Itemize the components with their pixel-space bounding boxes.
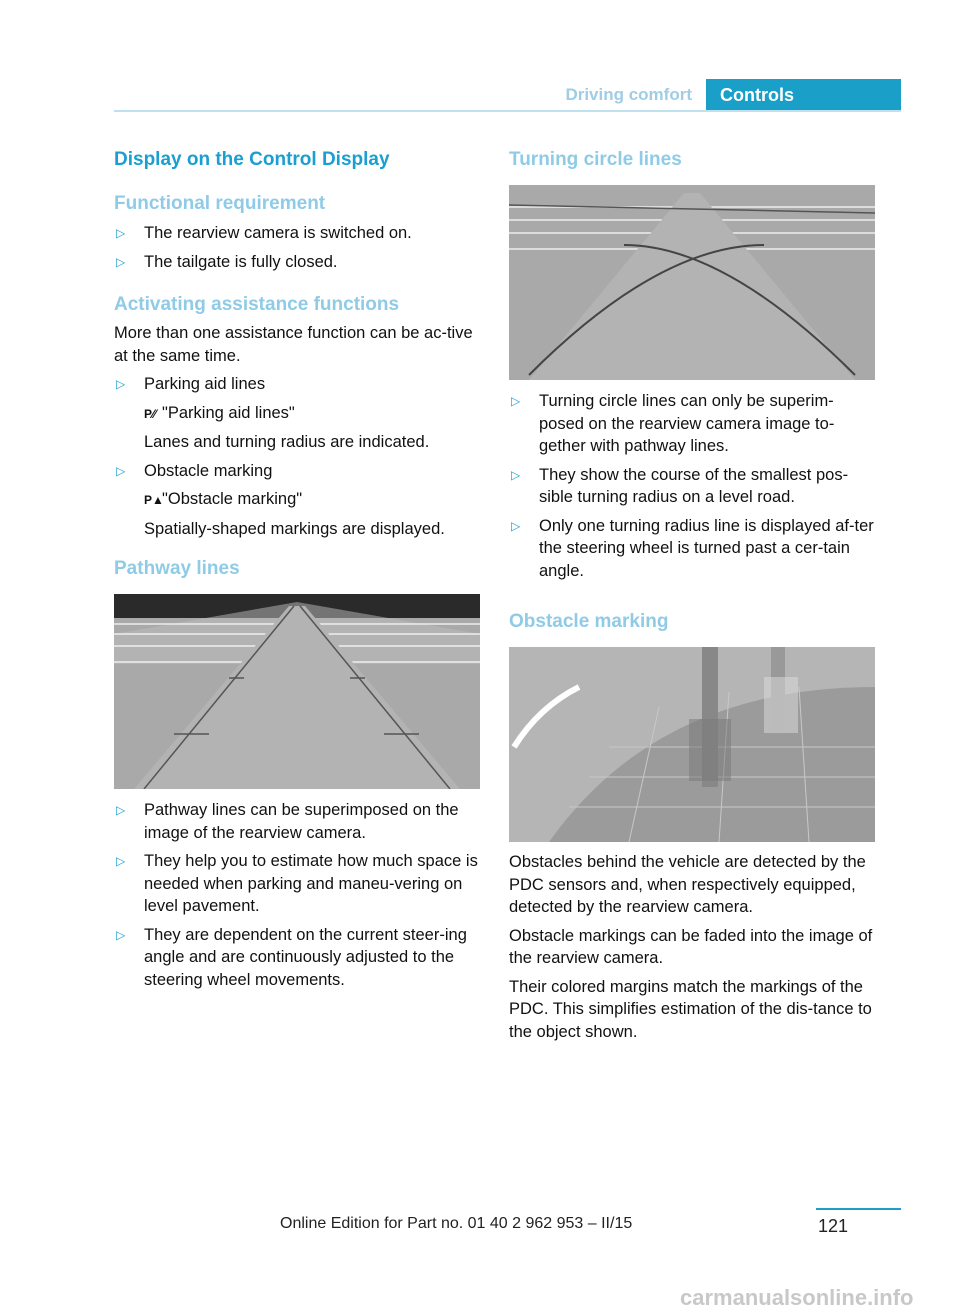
header-divider <box>114 110 901 112</box>
list-item <box>509 515 877 583</box>
activating-intro: More than one assistance function can be ac-tive at the same time. <box>114 324 473 365</box>
item-text: They are dependent on the current steer-ing angle and are continuously adjusted to the steering wheel movements. <box>144 925 467 989</box>
parking-aid-lines-button[interactable] <box>114 402 482 426</box>
bullet-icon: ▷ <box>116 254 126 269</box>
obstacle-marking-text <box>509 851 877 1049</box>
item-text: The rearview camera is switched on. <box>144 224 412 242</box>
list-item <box>114 850 482 918</box>
heading-functional-requirement: Functional requirement <box>114 193 326 214</box>
list-item <box>509 464 877 509</box>
page-number-rule <box>816 1208 901 1210</box>
list-item <box>509 390 877 458</box>
page-title: Display on the Control Display <box>114 149 390 170</box>
header-section: Driving comfort <box>565 85 692 104</box>
list-item <box>114 799 482 844</box>
bullet-icon: ▷ <box>511 518 521 533</box>
paragraph: Obstacle markings can be faded into the image of the rearview camera. <box>509 926 873 967</box>
footer-edition: Online Edition for Part no. 01 40 2 962 953 – II/15 <box>280 1215 633 1232</box>
activating-section <box>114 322 482 546</box>
page-number: 121 <box>818 1216 849 1236</box>
obstacle-marking-icon: P▲ <box>144 493 164 507</box>
heading-activating: Activating assistance functions <box>114 294 400 315</box>
item-text: Pathway lines can be superimposed on the image of the rearview camera. <box>144 801 459 842</box>
list-item <box>114 373 482 396</box>
parking-aid-lines-icon: P⁄⁄ <box>144 406 157 421</box>
bullet-icon: ▷ <box>511 467 521 482</box>
obstacle-marking-image <box>509 647 875 842</box>
paragraph: Their colored margins match the markings of the PDC. This simplifies estimation of the dis-tance to the object shown. <box>509 977 872 1041</box>
obstacle-marking-button[interactable] <box>114 488 482 512</box>
list-item <box>114 251 482 274</box>
bullet-icon: ▷ <box>116 803 126 817</box>
heading-pathway-lines: Pathway lines <box>114 558 240 579</box>
bullet-icon: ▷ <box>116 377 126 391</box>
bullet-icon: ▷ <box>116 226 126 240</box>
paragraph: Obstacles behind the vehicle are detected by the PDC sensors and, when respectively equipped, detected by the rearview camera. <box>509 853 866 916</box>
bullet-icon: ▷ <box>116 463 126 478</box>
button-label: "Parking aid lines" <box>162 403 295 422</box>
turning-circle-list <box>509 390 877 588</box>
item-desc: Spatially-shaped markings are displayed. <box>144 519 445 538</box>
list-item <box>114 460 482 483</box>
item-desc: Lanes and turning radius are indicated. <box>144 433 430 451</box>
item-text: The tailgate is fully closed. <box>144 252 338 271</box>
item-text: Parking aid lines <box>144 375 266 393</box>
list-item <box>114 222 482 245</box>
functional-requirement-list <box>114 222 482 279</box>
watermark: carmanualsonline.info <box>680 1285 914 1310</box>
turning-circle-lines-image <box>509 185 875 380</box>
item-text: They help you to estimate how much space is needed when parking and maneu-vering on level pavement. <box>144 852 478 915</box>
list-item <box>114 924 482 992</box>
header-chapter: Controls <box>706 79 901 111</box>
button-label: "Obstacle marking" <box>162 490 303 508</box>
item-text: They show the course of the smallest pos-sible turning radius on a level road. <box>539 465 849 506</box>
heading-turning-circle-lines: Turning circle lines <box>509 149 682 170</box>
item-text: Obstacle marking <box>144 461 273 480</box>
bullet-icon: ▷ <box>116 854 126 868</box>
item-text: Turning circle lines can only be superim-posed on the rearview camera image to-gether with pathway lines. <box>539 392 835 455</box>
bullet-icon: ▷ <box>116 927 126 942</box>
bullet-icon: ▷ <box>511 394 521 408</box>
pathway-lines-list <box>114 799 482 997</box>
heading-obstacle-marking: Obstacle marking <box>509 611 669 632</box>
item-text: Only one turning radius line is displayed af-ter the steering wheel is turned past a cer-tain angle. <box>539 516 874 580</box>
pathway-lines-image <box>114 594 480 789</box>
